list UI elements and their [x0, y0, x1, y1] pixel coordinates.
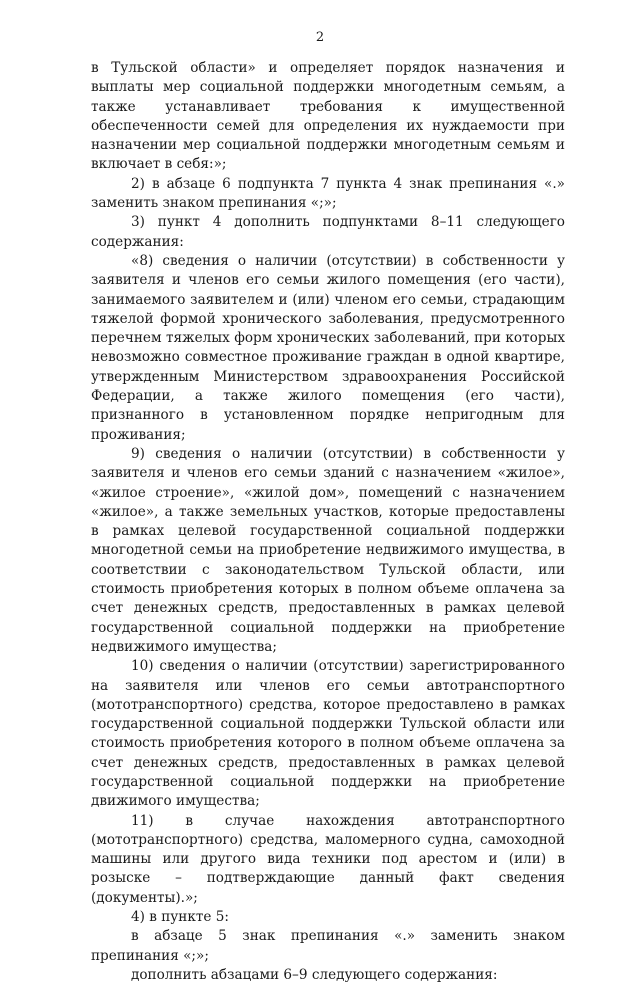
page-number: 2	[315, 30, 325, 45]
paragraph-item-3: 3) пункт 4 дополнить подпунктами 8–11 следующего содержания:	[91, 214, 565, 250]
paragraph-subitem-11: 11) в случае нахождения автотранспортного (мототранспортного) средства, маломерного судна, самоходной машины или другого вида техники под арестом и (или) в розыске – подтверждающие данный факт сведения (документы).»;	[91, 812, 565, 906]
paragraph-item-4-clause-1: в абзаце 5 знак препинания «.» заменить знаком препинания «;»;	[91, 928, 565, 964]
paragraph-item-4: 4) в пункте 5:	[131, 909, 229, 926]
paragraph-item-2: 2) в абзаце 6 подпункта 7 пункта 4 знак препинания «.» заменить знаком препинания «;»;	[91, 175, 565, 212]
paragraph-intro-continuation: в Тульской области» и определяет порядок назначения и выплаты мер социальной поддержки многодетным семьям, а также устанавливает требования к имущественной обеспеченности семей для определения их нуждаемости при назначении мер социальной поддержки многодетным семьям и включает в себя:»;	[91, 60, 565, 173]
paragraph-subitem-9: 9) сведения о наличии (отсутствии) в собственности у заявителя и членов его семьи зданий с назначением «жилое», «жилое строение», «жилой дом», помещений с назначением «жилое», а также земельных участков, которые предоставлены в рамках целевой государственной социальной поддержки многодетной семьи на приобретение недвижимого имущества, в соответствии с законодательством Тульской области, или стоимость приобретения которых в полном объеме оплачена за счет денежных средств, предоставленных в рамках целевой государственной социальной поддержки на приобретение недвижимого имущества;	[91, 445, 565, 655]
paragraph-subitem-8: «8) сведения о наличии (отсутствии) в собственности у заявителя и членов его семьи жилого помещения (его части), занимаемого заявителем и (или) членом его семьи, страдающим тяжелой формой хронического заболевания, предусмотренного перечнем тяжелых форм хронических заболеваний, при которых невозможно совместное проживание граждан в одной квартире, утвержденным Министерством здравоохранения Российской Федерации, а также жилого помещения (его части), признанного в установленном порядке непригодным для проживания;	[91, 252, 565, 443]
paragraph-item-4-clause-2: дополнить абзацами 6–9 следующего содержания:	[131, 966, 498, 983]
paragraph-subitem-10: 10) сведения о наличии (отсутствии) зарегистрированного на заявителя или членов его семьи автотранспортного (мототранспортного) средства, которое предоставлено в рамках государственной социальной поддержки Тульской области или стоимость приобретения которого в полном объеме оплачена за счет денежных средств, предоставленных в рамках целевой государственной социальной поддержки на приобретение движимого имущества;	[91, 658, 565, 810]
document-body	[91, 59, 565, 985]
